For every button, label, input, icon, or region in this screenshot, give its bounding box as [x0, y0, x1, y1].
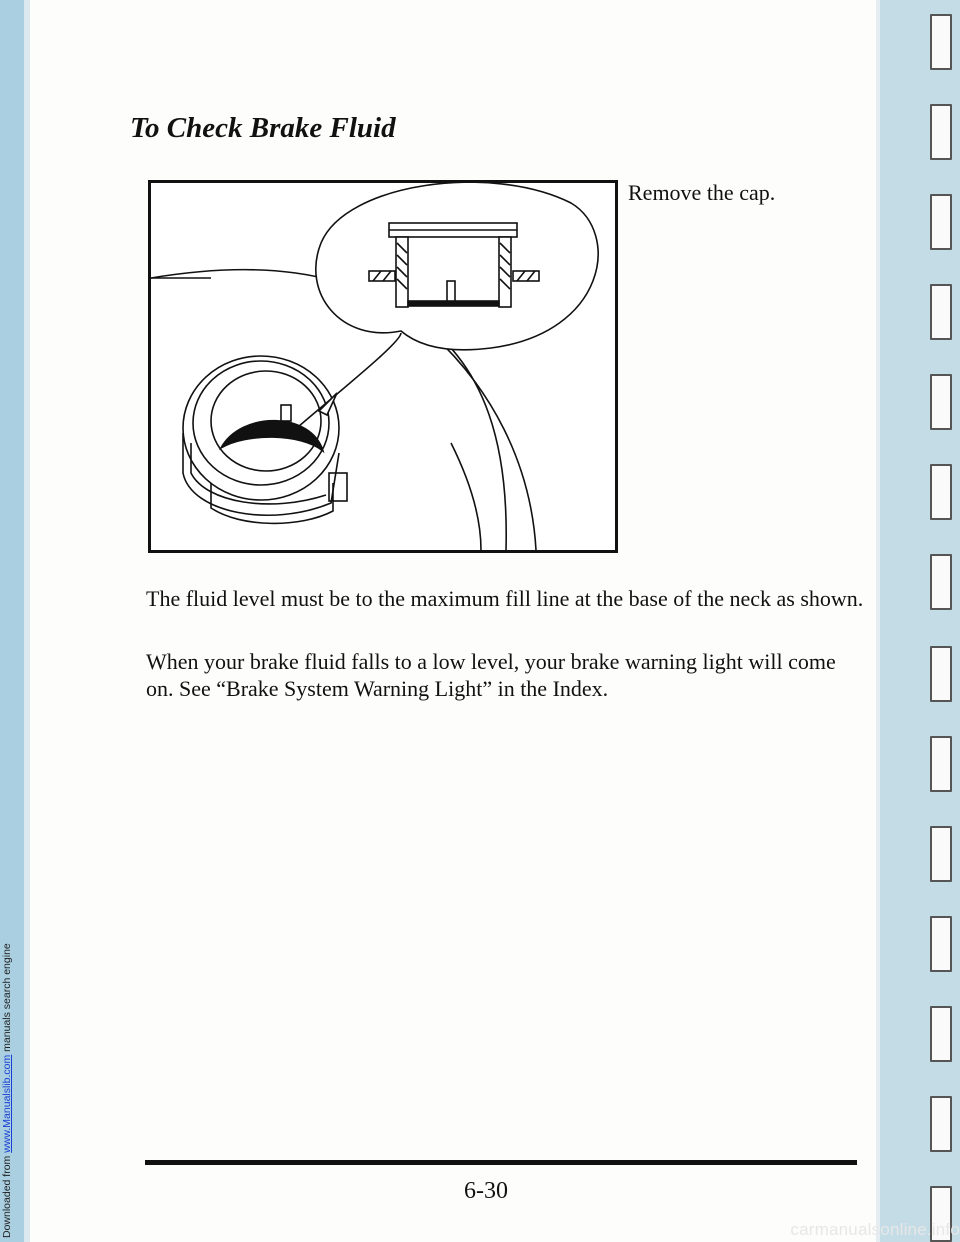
index-tab-icon [930, 14, 952, 70]
fluid-level-paragraph: The fluid level must be to the maximum fill line at the base of the neck as shown. [146, 586, 864, 611]
watermark-prefix: Downloaded from [1, 1152, 13, 1238]
index-tab-icon [930, 1096, 952, 1152]
download-watermark [0, 0, 14, 1242]
footer-rule [145, 1160, 857, 1165]
page-title: To Check Brake Fluid [130, 112, 396, 144]
index-tab-icon [930, 916, 952, 972]
left-margin-inner-strip [24, 0, 30, 1242]
index-tab-icon [930, 104, 952, 160]
remove-cap-instruction: Remove the cap. [628, 180, 776, 205]
index-tab-icon [930, 374, 952, 430]
index-tab-icon [930, 194, 952, 250]
index-tab-icon [930, 826, 952, 882]
brake-fluid-reservoir-illustration [148, 180, 618, 553]
index-tab-icon [930, 646, 952, 702]
manualslib-link[interactable]: www.Manualslib.com [1, 1054, 13, 1153]
index-tab-icon [930, 554, 952, 610]
site-watermark: carmanualsonline.info [790, 1220, 960, 1239]
warning-light-paragraph: When your brake fluid falls to a low level, your brake warning light will come on. See “Brake System Warning Light” in the Index. [146, 649, 836, 701]
index-tab-icon [930, 464, 952, 520]
index-tab-icon [930, 284, 952, 340]
watermark-suffix: manuals search engine [1, 943, 13, 1055]
index-tab-icon [930, 1006, 952, 1062]
index-tab-icon [930, 736, 952, 792]
page-number: 6-30 [464, 1178, 508, 1204]
